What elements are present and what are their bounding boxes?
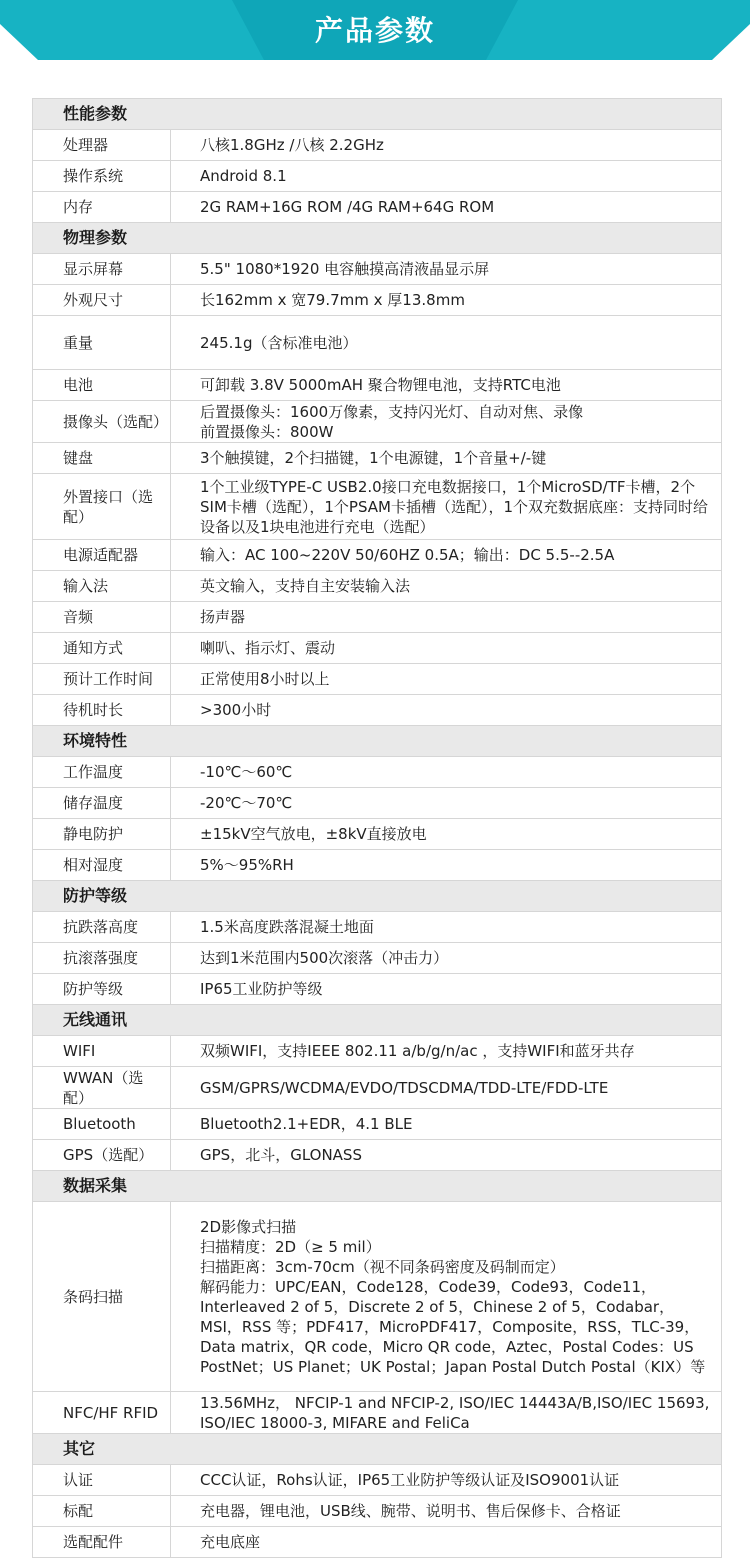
spec-row xyxy=(33,1036,722,1067)
spec-value: 245.1g（含标准电池） xyxy=(171,316,722,370)
spec-label: 静电防护 xyxy=(33,819,171,850)
spec-label: 储存温度 xyxy=(33,788,171,819)
spec-value: 双频WIFI，支持IEEE 802.11 a/b/g/n/ac ，支持WIFI和蓝牙共存 xyxy=(171,1036,722,1067)
spec-row xyxy=(33,161,722,192)
spec-label: Bluetooth xyxy=(33,1109,171,1140)
spec-row xyxy=(33,316,722,370)
section-title: 数据采集 xyxy=(33,1171,722,1202)
spec-value: 扬声器 xyxy=(171,602,722,633)
spec-row xyxy=(33,571,722,602)
spec-value: -20℃～70℃ xyxy=(171,788,722,819)
spec-label: WWAN（选配） xyxy=(33,1067,171,1109)
spec-row xyxy=(33,1140,722,1171)
spec-row xyxy=(33,633,722,664)
spec-label: 处理器 xyxy=(33,130,171,161)
spec-value: >300小时 xyxy=(171,695,722,726)
spec-label: 电源适配器 xyxy=(33,540,171,571)
spec-label: 重量 xyxy=(33,316,171,370)
spec-row xyxy=(33,912,722,943)
section-header xyxy=(33,1434,722,1465)
spec-value-line: 扫描精度：2D（≥ 5 mil） xyxy=(200,1237,381,1256)
spec-row xyxy=(33,192,722,223)
spec-row xyxy=(33,1496,722,1527)
spec-row xyxy=(33,254,722,285)
spec-row xyxy=(33,788,722,819)
spec-value: 正常使用8小时以上 xyxy=(171,664,722,695)
spec-label: 内存 xyxy=(33,192,171,223)
spec-row xyxy=(33,1067,722,1109)
spec-label: 待机时长 xyxy=(33,695,171,726)
spec-value: 英文输入，支持自主安装输入法 xyxy=(171,571,722,602)
spec-row xyxy=(33,1527,722,1558)
spec-value: IP65工业防护等级 xyxy=(171,974,722,1005)
section-title: 性能参数 xyxy=(33,99,722,130)
spec-row xyxy=(33,130,722,161)
spec-value: 1.5米高度跌落混凝土地面 xyxy=(171,912,722,943)
spec-row xyxy=(33,443,722,474)
spec-label: 认证 xyxy=(33,1465,171,1496)
spec-value-line: 解码能力：UPC/EAN，Code128，Code39，Code93，Code11，Interleaved 2 of 5，Discrete 2 of 5，Chinese 2 of 5，Codabar，MSI，RSS 等；PDF417，MicroPDF417，Composite，RSS，TLC-39，Data matrix，QR code，Micro QR code，Aztec，Postal Codes：US PostNet；US Planet；UK Postal；Japan Postal Dutch Postal（KIX）等 xyxy=(200,1277,706,1376)
spec-value: ±15kV空气放电，±8kV直接放电 xyxy=(171,819,722,850)
spec-row xyxy=(33,602,722,633)
spec-label: 操作系统 xyxy=(33,161,171,192)
spec-row xyxy=(33,370,722,401)
section-header xyxy=(33,881,722,912)
spec-value: 5.5" 1080*1920 电容触摸高清液晶显示屏 xyxy=(171,254,722,285)
spec-value: 2G RAM+16G ROM /4G RAM+64G ROM xyxy=(171,192,722,223)
spec-value: Bluetooth2.1+EDR，4.1 BLE xyxy=(171,1109,722,1140)
spec-label: 预计工作时间 xyxy=(33,664,171,695)
section-title: 其它 xyxy=(33,1434,722,1465)
spec-label: 输入法 xyxy=(33,571,171,602)
section-header xyxy=(33,1005,722,1036)
spec-value: 3个触摸键，2个扫描键，1个电源键，1个音量+/-键 xyxy=(171,443,722,474)
page-title: 产品参数 xyxy=(314,14,435,47)
spec-label: 通知方式 xyxy=(33,633,171,664)
spec-label: WIFI xyxy=(33,1036,171,1067)
spec-label: 音频 xyxy=(33,602,171,633)
section-header xyxy=(33,1171,722,1202)
spec-label: 电池 xyxy=(33,370,171,401)
spec-value: -10℃～60℃ xyxy=(171,757,722,788)
spec-row xyxy=(33,401,722,443)
spec-row xyxy=(33,1392,722,1434)
spec-value: 八核1.8GHz /八核 2.2GHz xyxy=(171,130,722,161)
spec-value xyxy=(171,401,722,443)
spec-value: CCC认证，Rohs认证，IP65工业防护等级认证及ISO9001认证 xyxy=(171,1465,722,1496)
spec-row xyxy=(33,285,722,316)
spec-label: 键盘 xyxy=(33,443,171,474)
spec-value: Android 8.1 xyxy=(171,161,722,192)
spec-row xyxy=(33,540,722,571)
spec-table-body xyxy=(33,99,722,1558)
spec-value: 13.56MHz， NFCIP-1 and NFCIP-2, ISO/IEC 14443A/B,ISO/IEC 15693, ISO/IEC 18000-3, MIFARE and FeliCa xyxy=(171,1392,722,1434)
section-title: 环境特性 xyxy=(33,726,722,757)
header-banner xyxy=(0,0,750,60)
spec-label: 工作温度 xyxy=(33,757,171,788)
spec-value: 喇叭、指示灯、震动 xyxy=(171,633,722,664)
spec-value: 达到1米范围内500次滚落（冲击力） xyxy=(171,943,722,974)
spec-label: 外观尺寸 xyxy=(33,285,171,316)
spec-table xyxy=(32,98,722,1558)
spec-value: 长162mm x 宽79.7mm x 厚13.8mm xyxy=(171,285,722,316)
spec-value: 1个工业级TYPE-C USB2.0接口充电数据接口，1个MicroSD/TF卡槽，2个SIM卡槽（选配），1个PSAM卡插槽（选配），1个双充数据底座：支持同时给设备以及1块电池进行充电（选配） xyxy=(171,474,722,540)
spec-label: 摄像头（选配） xyxy=(33,401,171,443)
spec-value-line: 2D影像式扫描 xyxy=(200,1217,297,1236)
spec-value: GSM/GPRS/WCDMA/EVDO/TDSCDMA/TDD-LTE/FDD-LTE xyxy=(171,1067,722,1109)
spec-row xyxy=(33,757,722,788)
spec-label: 标配 xyxy=(33,1496,171,1527)
spec-row xyxy=(33,1465,722,1496)
spec-value: 输入：AC 100~220V 50/60HZ 0.5A；输出：DC 5.5--2.5A xyxy=(171,540,722,571)
spec-label: 抗跌落高度 xyxy=(33,912,171,943)
spec-value: 充电底座 xyxy=(171,1527,722,1558)
spec-label: 条码扫描 xyxy=(33,1202,171,1392)
spec-row xyxy=(33,1202,722,1392)
spec-label: 防护等级 xyxy=(33,974,171,1005)
spec-label: 显示屏幕 xyxy=(33,254,171,285)
spec-value: 充电器，锂电池，USB线、腕带、说明书、售后保修卡、合格证 xyxy=(171,1496,722,1527)
spec-value-line: 后置摄像头：1600万像素，支持闪光灯、自动对焦、录像 xyxy=(200,402,584,421)
spec-value xyxy=(171,1202,722,1392)
section-header xyxy=(33,223,722,254)
spec-value: GPS，北斗，GLONASS xyxy=(171,1140,722,1171)
spec-row xyxy=(33,1109,722,1140)
spec-value: 可卸载 3.8V 5000mAH 聚合物锂电池，支持RTC电池 xyxy=(171,370,722,401)
spec-label: NFC/HF RFID xyxy=(33,1392,171,1434)
spec-value-line: 扫描距离：3cm-70cm（视不同条码密度及码制而定） xyxy=(200,1257,565,1276)
spec-label: 选配配件 xyxy=(33,1527,171,1558)
section-header xyxy=(33,726,722,757)
spec-row xyxy=(33,664,722,695)
spec-row xyxy=(33,819,722,850)
spec-label: 外置接口（选配） xyxy=(33,474,171,540)
spec-row xyxy=(33,974,722,1005)
section-title: 物理参数 xyxy=(33,223,722,254)
spec-value-line: 前置摄像头：800W xyxy=(200,422,334,441)
spec-value: 5%～95%RH xyxy=(171,850,722,881)
section-header xyxy=(33,99,722,130)
spec-label: GPS（选配） xyxy=(33,1140,171,1171)
spec-row xyxy=(33,474,722,540)
spec-row xyxy=(33,850,722,881)
spec-row xyxy=(33,943,722,974)
section-title: 无线通讯 xyxy=(33,1005,722,1036)
spec-label: 抗滚落强度 xyxy=(33,943,171,974)
spec-row xyxy=(33,695,722,726)
spec-label: 相对湿度 xyxy=(33,850,171,881)
section-title: 防护等级 xyxy=(33,881,722,912)
